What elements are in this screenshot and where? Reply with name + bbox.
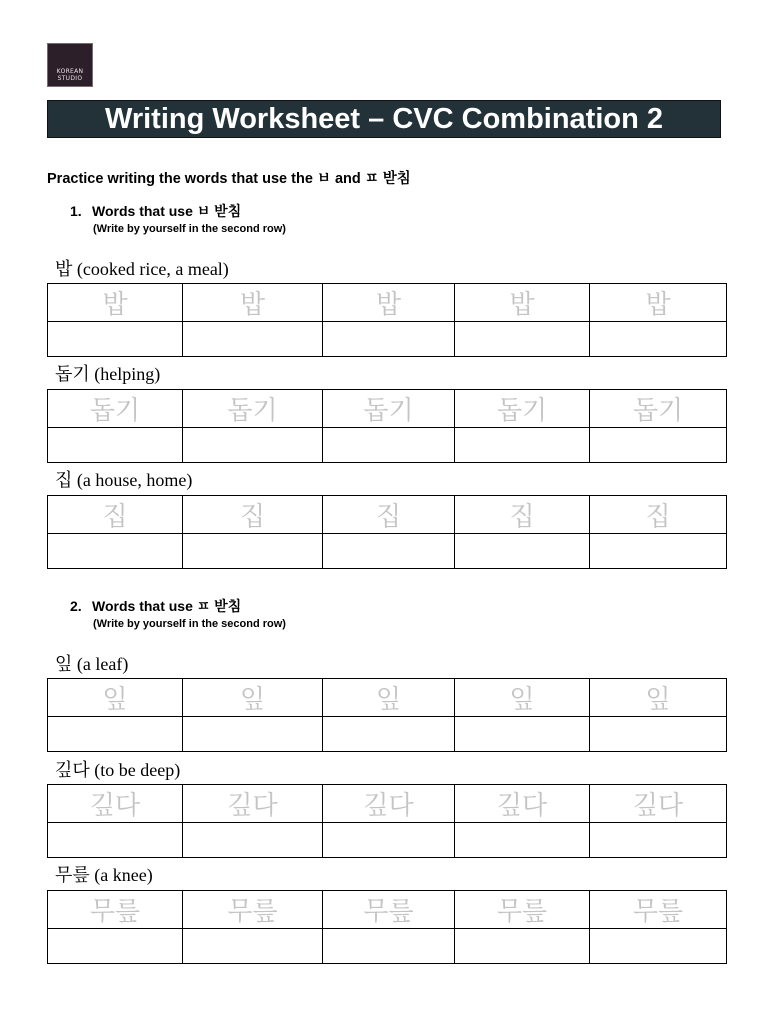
trace-cell: 집 [455, 496, 590, 534]
trace-cell: 돕기 [590, 390, 727, 428]
trace-cell: 집 [183, 496, 323, 534]
blank-cell [455, 823, 590, 858]
trace-cell: 무릎 [455, 891, 590, 929]
practice-grid [47, 495, 727, 569]
practice-row [48, 322, 727, 357]
trace-cell: 집 [590, 496, 727, 534]
trace-row [48, 496, 727, 534]
logo-text-line2: STUDIO [57, 75, 83, 82]
blank-cell [183, 929, 323, 964]
practice-grid [47, 389, 727, 463]
trace-cell: 잎 [590, 679, 727, 717]
blank-cell [323, 929, 455, 964]
practice-grid [47, 283, 727, 357]
blank-cell [323, 322, 455, 357]
blank-cell [48, 929, 183, 964]
blank-cell [183, 322, 323, 357]
trace-cell: 밥 [590, 284, 727, 322]
trace-row [48, 284, 727, 322]
trace-cell: 깊다 [590, 785, 727, 823]
trace-cell: 밥 [183, 284, 323, 322]
blank-cell [183, 534, 323, 569]
practice-row [48, 717, 727, 752]
trace-cell: 잎 [48, 679, 183, 717]
logo-text-line1: KOREAN [56, 68, 84, 75]
trace-cell: 밥 [48, 284, 183, 322]
word-label: 밥 (cooked rice, a meal) [55, 259, 229, 279]
section-2-heading [70, 596, 241, 616]
blank-cell [48, 428, 183, 463]
trace-cell: 돕기 [455, 390, 590, 428]
trace-row [48, 891, 727, 929]
section-1-number: 1. [70, 203, 82, 219]
practice-row [48, 428, 727, 463]
trace-cell: 깊다 [455, 785, 590, 823]
practice-row [48, 534, 727, 569]
trace-row [48, 785, 727, 823]
blank-cell [183, 823, 323, 858]
word-label: 잎 (a leaf) [55, 654, 129, 674]
blank-cell [590, 534, 727, 569]
blank-cell [48, 823, 183, 858]
blank-cell [455, 929, 590, 964]
blank-cell [455, 428, 590, 463]
word-label: 깊다 (to be deep) [55, 760, 181, 780]
blank-cell [590, 929, 727, 964]
trace-cell: 집 [323, 496, 455, 534]
blank-cell [183, 717, 323, 752]
trace-cell: 집 [48, 496, 183, 534]
trace-cell: 무릎 [323, 891, 455, 929]
blank-cell [590, 428, 727, 463]
trace-cell: 돕기 [323, 390, 455, 428]
blank-cell [323, 717, 455, 752]
trace-cell: 돕기 [183, 390, 323, 428]
section-1-heading [70, 201, 241, 221]
blank-cell [455, 322, 590, 357]
trace-cell: 돕기 [48, 390, 183, 428]
blank-cell [455, 534, 590, 569]
trace-cell: 깊다 [183, 785, 323, 823]
instructions: Practice writing the words that use the ㅂ and ㅍ 받침 [47, 171, 411, 187]
trace-cell: 깊다 [323, 785, 455, 823]
trace-row [48, 390, 727, 428]
blank-cell [590, 823, 727, 858]
korean-studio-logo [47, 43, 93, 87]
word-label: 무릎 (a knee) [55, 865, 153, 885]
section-2-title: Words that use ㅍ 받침 [92, 598, 242, 614]
trace-cell: 무릎 [590, 891, 727, 929]
practice-row [48, 823, 727, 858]
section-1-title: Words that use ㅂ 받침 [92, 203, 242, 219]
blank-cell [323, 823, 455, 858]
blank-cell [323, 534, 455, 569]
worksheet-title: Writing Worksheet – CVC Combination 2 [104, 102, 664, 135]
blank-cell [48, 717, 183, 752]
blank-cell [323, 428, 455, 463]
practice-row [48, 929, 727, 964]
word-label: 돕기 (helping) [55, 364, 161, 384]
blank-cell [48, 322, 183, 357]
trace-cell: 밥 [323, 284, 455, 322]
section-2-note: (Write by yourself in the second row) [93, 618, 286, 630]
trace-cell: 무릎 [48, 891, 183, 929]
word-label: 집 (a house, home) [55, 470, 193, 490]
blank-cell [590, 717, 727, 752]
blank-cell [183, 428, 323, 463]
section-1-note: (Write by yourself in the second row) [93, 223, 286, 235]
blank-cell [455, 717, 590, 752]
blank-cell [590, 322, 727, 357]
trace-cell: 밥 [455, 284, 590, 322]
blank-cell [48, 534, 183, 569]
practice-grid [47, 890, 727, 964]
trace-cell: 무릎 [183, 891, 323, 929]
practice-grid [47, 678, 727, 752]
trace-cell: 잎 [455, 679, 590, 717]
practice-grid [47, 784, 727, 858]
trace-cell: 잎 [323, 679, 455, 717]
trace-cell: 깊다 [48, 785, 183, 823]
section-2-number: 2. [70, 598, 82, 614]
title-banner [47, 100, 721, 138]
trace-row [48, 679, 727, 717]
trace-cell: 잎 [183, 679, 323, 717]
